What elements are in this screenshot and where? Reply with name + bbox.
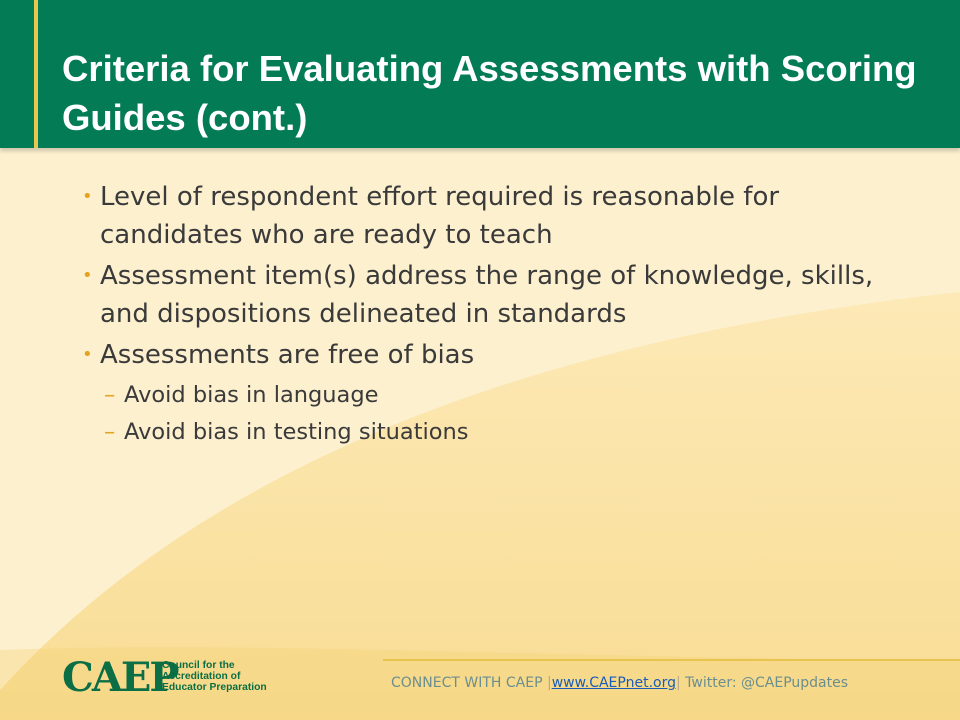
bullet-marker: • [82,265,93,286]
bullet-text: Level of respondent effort required is reasonable for candidates who are ready to teach [100,182,780,250]
logo-tagline [162,660,272,693]
bullet-text: Assessment item(s) address the range of knowledge, skills, and dispositions delineated in standards [100,261,874,329]
footer-separator: | [676,675,681,691]
bullet-item [78,178,918,254]
footer-divider [383,659,960,661]
sub-bullet-text: Avoid bias in language [124,382,379,408]
header-accent-rule [34,0,38,148]
sub-bullet-marker: – [104,382,116,408]
bullet-list [78,178,918,453]
footer-separator: | [546,675,552,691]
footer-connect-text: CONNECT WITH CAEP [391,675,543,691]
sub-bullet-item [78,379,918,411]
footer-twitter-text: Twitter: @CAEPupdates [685,675,849,691]
bullet-item [78,336,918,374]
logo-line: Educator Preparation [162,682,267,693]
logo-line: Accreditation of [162,671,241,682]
logo-line: Council for the [162,660,235,671]
bullet-marker: • [82,186,93,207]
sub-bullet-marker: – [104,419,116,445]
bullet-item [78,257,918,333]
caep-logo [62,654,267,701]
title-bar [0,0,960,148]
sub-bullet-text: Avoid bias in testing situations [124,419,469,445]
sub-bullet-item [78,416,918,448]
bullet-text: Assessments are free of bias [100,340,475,370]
bullet-marker: • [82,344,93,365]
footer-website-link[interactable]: www.CAEPnet.org [551,675,676,691]
logo-wordmark: CAEP [62,654,178,701]
footer [391,675,848,691]
slide-title: Criteria for Evaluating Assessments with Scoring Guides (cont.) [62,48,917,138]
